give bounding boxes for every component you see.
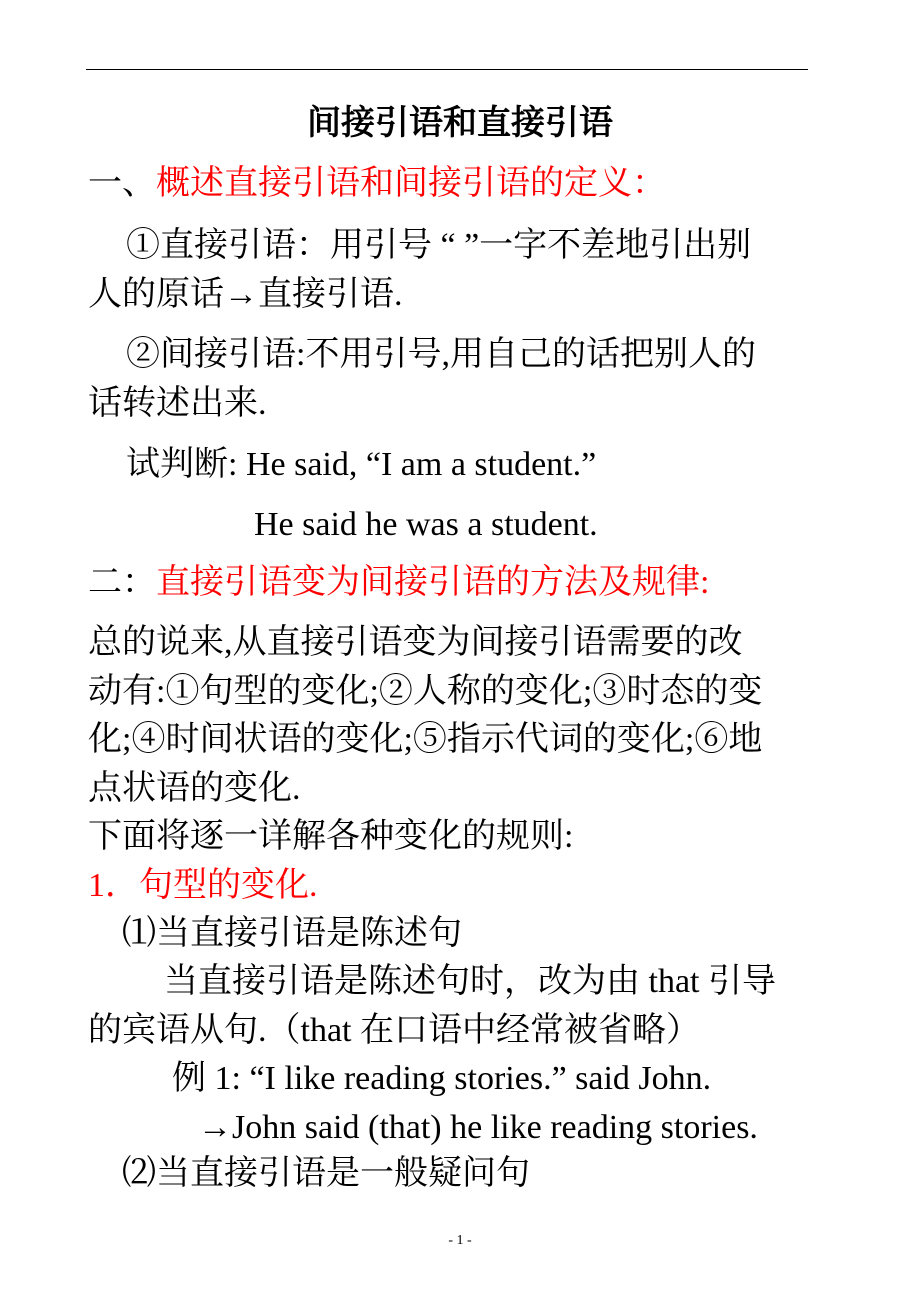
example-1-direct-sentence: “I like reading stories.” said John.: [249, 1060, 712, 1097]
rule-1-explain-line-1: 当直接引语是陈述句时，改为由 that 引导: [164, 963, 776, 1000]
section-2-heading: [88, 566, 709, 600]
document-title: 间接引语和直接引语: [307, 105, 613, 142]
rule-1-subheading-2: ⑵当直接引语是一般疑问句: [122, 1155, 530, 1192]
definition-2-line-2: 话转述出来.: [88, 385, 267, 422]
summary-line-2: 动有:①句型的变化;②人称的变化;③时态的变: [88, 673, 763, 710]
test-sentence-indirect: He said he was a student.: [254, 506, 598, 543]
test-line: [126, 448, 596, 482]
section-1-title: 概述直接引语和间接引语的定义：: [156, 165, 666, 202]
test-label: 试判断:: [126, 446, 246, 483]
example-1-direct: [172, 1062, 711, 1096]
summary-line-4: 点状语的变化.: [88, 770, 301, 807]
rule-1-explain-line-2: 的宾语从句.（that 在口语中经常被省略）: [88, 1012, 700, 1049]
definition-1-line-1: ①直接引语：用引号 “ ”一字不差地引出别: [126, 227, 752, 264]
section-1-heading: [88, 167, 666, 201]
summary-line-1: 总的说来,从直接引语变为间接引语需要的改: [88, 624, 743, 661]
section-1-number: 一、: [88, 165, 156, 202]
test-sentence-direct: He said, “I am a student.”: [245, 446, 597, 483]
definition-1-line-2: 人的原话→直接引语.: [88, 276, 403, 313]
example-1-indirect: →John said (that) he like reading stories.: [198, 1109, 758, 1146]
section-2-title: 直接引语变为间接引语的方法及规律:: [156, 564, 710, 601]
section-2-number: 二：: [88, 564, 156, 601]
rule-1-heading: 1．句型的变化.: [88, 867, 318, 904]
definition-2-line-1: ②间接引语:不用引号,用自己的话把别人的: [126, 336, 756, 373]
summary-line-3: 化;④时间状语的变化;⑤指示代词的变化;⑥地: [88, 721, 763, 758]
next-text: 下面将逐一详解各种变化的规则:: [88, 818, 574, 855]
header-rule: [86, 69, 808, 70]
page-number: - 1 -: [448, 1233, 472, 1248]
example-1-label: 例 1:: [172, 1060, 250, 1097]
rule-1-subheading-1: ⑴当直接引语是陈述句: [122, 915, 462, 952]
